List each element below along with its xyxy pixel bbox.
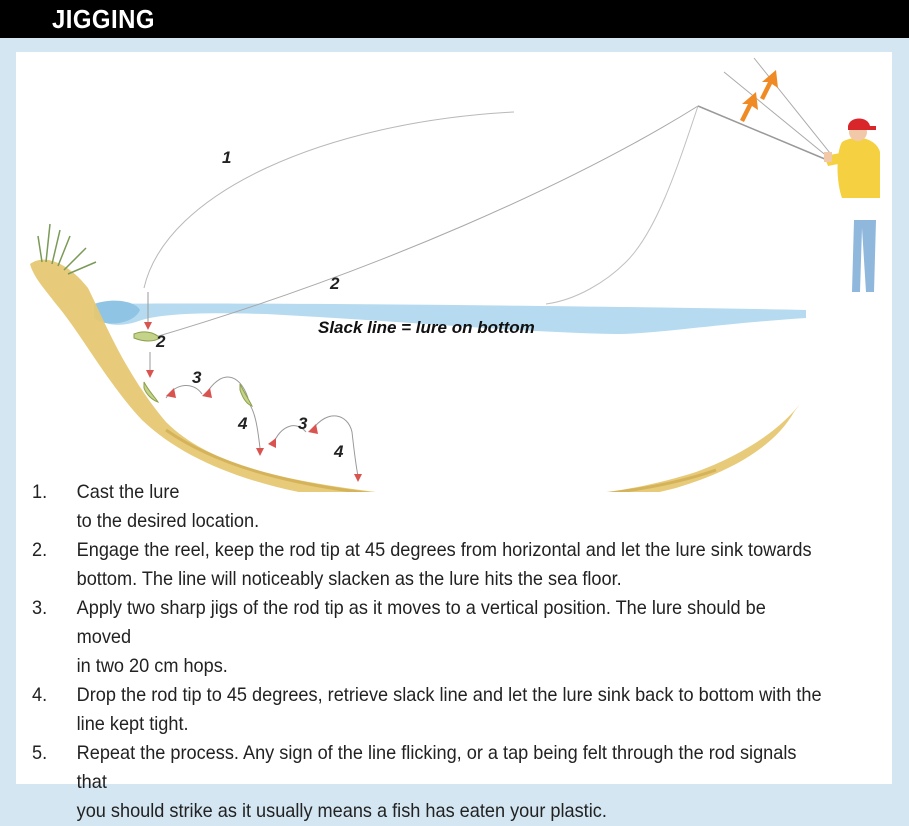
red-arrows [144, 322, 362, 482]
step-text: Repeat the process. Any sign of the line flicking, or a tap being felt through the rod signals that [76, 742, 797, 793]
step-number: 4. [32, 684, 48, 706]
step-number: 1. [32, 481, 48, 503]
label-lure-sink: 2 [156, 332, 166, 351]
red-arrow-icon [308, 424, 318, 434]
cast-arc-line [144, 112, 514, 288]
rod-line-slack [546, 106, 698, 304]
label-engaged-line: 2 [330, 274, 340, 293]
step-text: bottom. The line will noticeably slacken as the lure hits the sea floor. [76, 568, 622, 590]
label-drop-b: 4 [334, 442, 344, 461]
red-arrow-icon [268, 438, 276, 448]
step-text: Cast the lure [76, 481, 180, 503]
red-arrow-icon [146, 370, 154, 378]
shore-bank [30, 260, 800, 492]
step-text: to the desired location. [76, 510, 260, 532]
rod-upper-2 [754, 58, 834, 158]
step-text: Apply two sharp jigs of the rod tip as it moves to a vertical position. The lure should be moved [76, 597, 766, 648]
red-arrow-icon [144, 322, 152, 330]
step-text: line kept tight. [76, 713, 189, 735]
steps-list [32, 478, 823, 826]
step-item [32, 536, 823, 594]
slack-line-caption: Slack line = lure on bottom [318, 318, 535, 337]
step-item [32, 478, 823, 536]
content-panel [16, 52, 892, 822]
step-number: 5. [32, 742, 48, 764]
angler-figure [824, 119, 880, 293]
step-text: Drop the rod tip to 45 degrees, retrieve slack line and let the lure sink back to bottom with the [76, 684, 822, 706]
jigging-diagram [16, 52, 892, 492]
step-number: 3. [32, 597, 48, 619]
page-title: JIGGING [52, 4, 155, 34]
label-jig-a: 3 [192, 368, 202, 387]
step-text: you should strike as it usually means a fish has eaten your plastic. [76, 800, 607, 822]
rod [698, 106, 832, 162]
lure-icon [240, 384, 252, 406]
header-bar [0, 0, 909, 38]
rod-motion-arrows [740, 70, 778, 122]
orange-arrow-icon [760, 70, 778, 100]
rod-upper [724, 72, 834, 162]
step-text: Engage the reel, keep the rod tip at 45 degrees from horizontal and let the lure sink towards [76, 539, 812, 561]
red-arrow-icon [202, 388, 212, 398]
step-text: in two 20 cm hops. [76, 655, 228, 677]
step-item [32, 681, 823, 739]
rod-line-engaged [152, 106, 698, 338]
label-cast-arc: 1 [222, 148, 232, 167]
label-drop-a: 4 [238, 414, 248, 433]
orange-arrow-icon [740, 92, 758, 122]
step-item [32, 739, 823, 826]
label-jig-b: 3 [298, 414, 308, 433]
step-number: 2. [32, 539, 48, 561]
red-arrow-icon [256, 448, 264, 456]
step-item [32, 594, 823, 681]
